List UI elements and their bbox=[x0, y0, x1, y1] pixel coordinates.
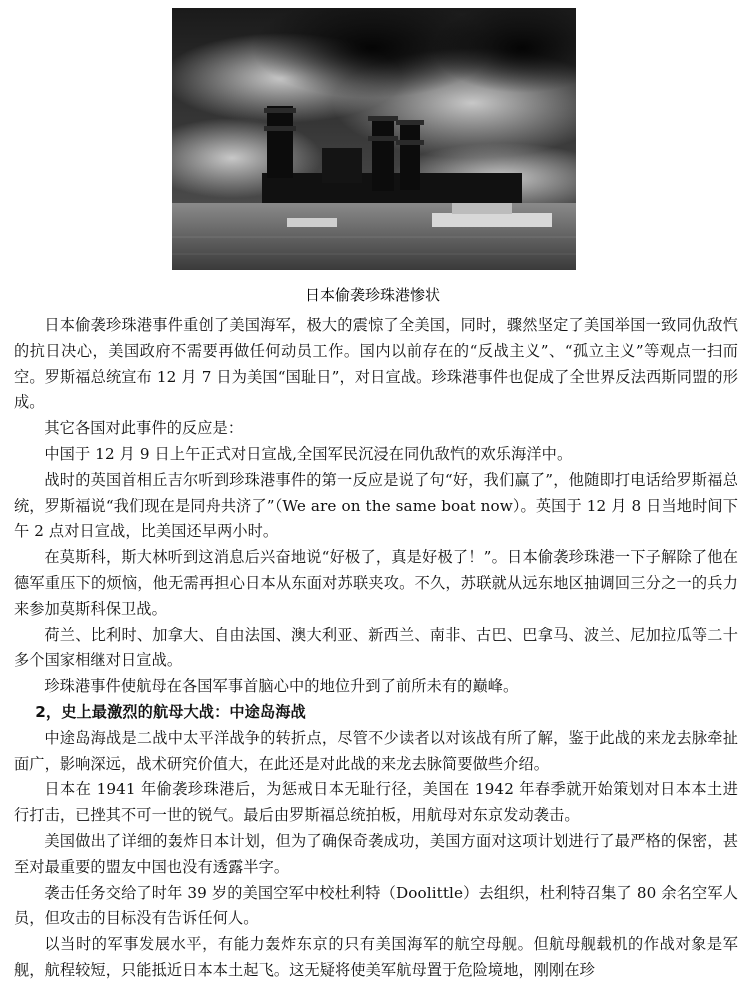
burning-battleship-image bbox=[172, 8, 576, 270]
paragraph: 在莫斯科，斯大林听到这消息后兴奋地说“好极了，真是好极了！”。日本偷袭珍珠港一下子解除了他在德军重压下的烦恼，他无需再担心日本从东面对苏联夹攻。不久，苏联就从远东地区抽调回三分之一的兵力来参加莫斯科保卫战。 bbox=[14, 548, 738, 618]
paragraph: 以当时的军事发展水平，有能力轰炸东京的只有美国海军的航空母舰。但航母舰载机的作战对象是军舰，航程较短，只能抵近日本本土起飞。这无疑将使美军航母置于危险境地，刚刚在珍 bbox=[14, 935, 738, 979]
paragraph: 战时的英国首相丘吉尔听到珍珠港事件的第一反应是说了句“好，我们赢了”，他随即打电话给罗斯福总统，罗斯福说“我们现在是同舟共济了”（We are on the same boat now）。英国于 12 月 8 日当地时间下午 2 点对日宣战，比美国还早两小时。 bbox=[14, 470, 738, 541]
paragraph: 荷兰、比利时、加拿大、自由法国、澳大利亚、新西兰、南非、古巴、巴拿马、波兰、尼加拉瓜等二十多个国家相继对日宣战。 bbox=[14, 625, 738, 670]
section-heading: 2，史上最激烈的航母大战：中途岛海战 bbox=[35, 702, 306, 721]
photo-caption: 日本偷袭珍珠港惨状 bbox=[304, 286, 440, 304]
paragraph: 珍珠港事件使航母在各国军事首脑心中的地位升到了前所未有的巅峰。 bbox=[44, 677, 519, 696]
pearl-harbor-photo bbox=[172, 8, 576, 270]
paragraph: 美国做出了详细的轰炸日本计划，但为了确保奇袭成功，美国方面对这项计划进行了最严格的保密，甚至对最重要的盟友中国也没有透露半字。 bbox=[14, 831, 738, 876]
paragraph: 中途岛海战是二战中太平洋战争的转折点，尽管不少读者以对该战有所了解，鉴于此战的来龙去脉牵扯面广，影响深远，战术研究价值大，在此还是对此战的来龙去脉简要做些介绍。 bbox=[14, 728, 738, 773]
paragraph: 日本在 1941 年偷袭珍珠港后，为惩戒日本无耻行径，美国在 1942 年春季就开始策划对日本本土进行打击，已挫其不可一世的锐气。最后由罗斯福总统拍板，用航母对东京发动袭击。 bbox=[14, 780, 738, 825]
paragraph: 袭击任务交给了时年 39 岁的美国空军中校杜利特（Doolittle）去组织，杜利特召集了 80 余名空军人员，但攻击的目标没有告诉任何人。 bbox=[14, 883, 738, 928]
article-body bbox=[14, 313, 738, 984]
paragraph: 中国于 12 月 9 日上午正式对日宣战,全国军民沉浸在同仇敌忾的欢乐海洋中。 bbox=[44, 444, 573, 463]
paragraph: 日本偷袭珍珠港事件重创了美国海军，极大的震惊了全美国，同时，骤然坚定了美国举国一致同仇敌忾的抗日决心，美国政府不需要再做任何动员工作。国内以前存在的“反战主义”、“孤立主义”等观点一扫而空。罗斯福总统宣布 12 月 7 日为美国“国耻日”，对日宣战。珍珠港事件也促成了全世界反法西斯同盟的形成。 bbox=[14, 316, 738, 412]
paragraph: 其它各国对此事件的反应是： bbox=[44, 419, 244, 438]
